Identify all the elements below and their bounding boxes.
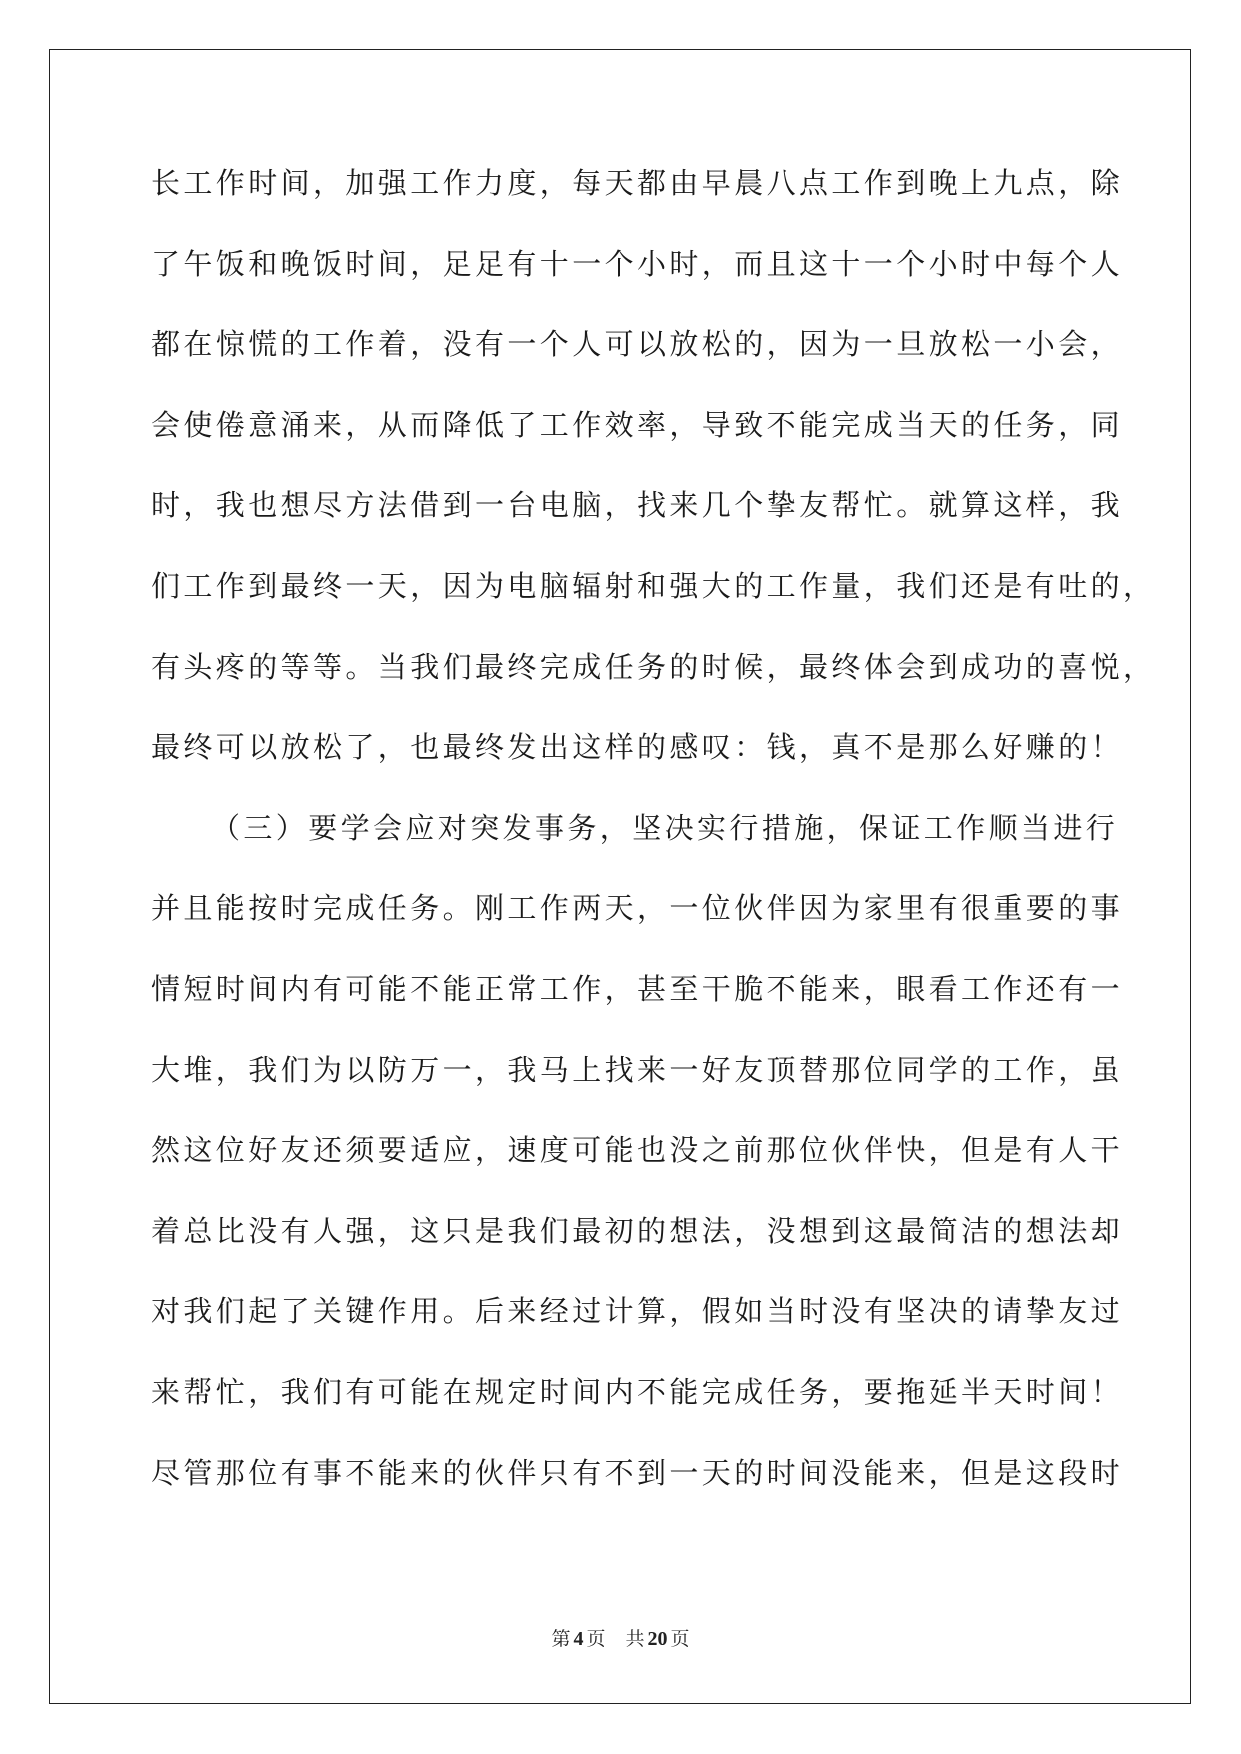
text-line: 们工作到最终一天，因为电脑辐射和强大的工作量，我们还是有吐的，: [151, 568, 1156, 603]
text-line: 并且能按时完成任务。刚工作两天，一位伙伴因为家里有很重要的事: [151, 891, 1124, 926]
text-line: 会使倦意涌来，从而降低了工作效率，导致不能完成当天的任务，同: [151, 407, 1124, 442]
text-line: 了午饭和晚饭时间，足足有十一个小时，而且这十一个小时中每个人: [151, 246, 1124, 281]
page-suffix: 页: [586, 1628, 606, 1650]
body-text: [151, 160, 1156, 1530]
text-line: 大堆，我们为以防万一，我马上找来一好友顶替那位同学的工作，虽: [151, 1052, 1124, 1087]
total-suffix: 页: [670, 1628, 690, 1650]
text-line: 着总比没有人强，这只是我们最初的想法，没想到这最简洁的想法却: [151, 1213, 1124, 1248]
text-line: 长工作时间，加强工作力度，每天都由早晨八点工作到晚上九点，除: [151, 166, 1124, 200]
section-heading-line: （三）要学会应对突发事务，坚决实行措施，保证工作顺当进行: [211, 810, 1119, 845]
page-number: 4: [573, 1628, 584, 1650]
total-pages: 20: [647, 1628, 668, 1650]
text-line: 来帮忙，我们有可能在规定时间内不能完成任务，要拖延半天时间！: [151, 1374, 1124, 1409]
text-line: 尽管那位有事不能来的伙伴只有不到一天的时间没能来，但是这段时: [151, 1455, 1124, 1490]
text-line: 然这位好友还须要适应，速度可能也没之前那位伙伴快，但是有人干: [151, 1133, 1124, 1168]
text-line: 都在惊慌的工作着，没有一个人可以放松的，因为一旦放松一小会，: [151, 327, 1124, 362]
text-line: 时，我也想尽方法借到一台电脑，找来几个挚友帮忙。就算这样，我: [151, 488, 1124, 523]
page-prefix: 第: [551, 1628, 571, 1650]
text-line: 最终可以放松了，也最终发出这样的感叹：钱，真不是那么好赚的！: [151, 730, 1124, 765]
total-prefix: 共: [625, 1628, 645, 1650]
text-line: 有头疼的等等。当我们最终完成任务的时候，最终体会到成功的喜悦，: [151, 649, 1156, 684]
text-line: 对我们起了关键作用。后来经过计算，假如当时没有坚决的请挚友过: [151, 1294, 1124, 1329]
text-line: 情短时间内有可能不能正常工作，甚至干脆不能来，眼看工作还有一: [151, 971, 1124, 1006]
page-footer: [0, 1624, 1241, 1651]
